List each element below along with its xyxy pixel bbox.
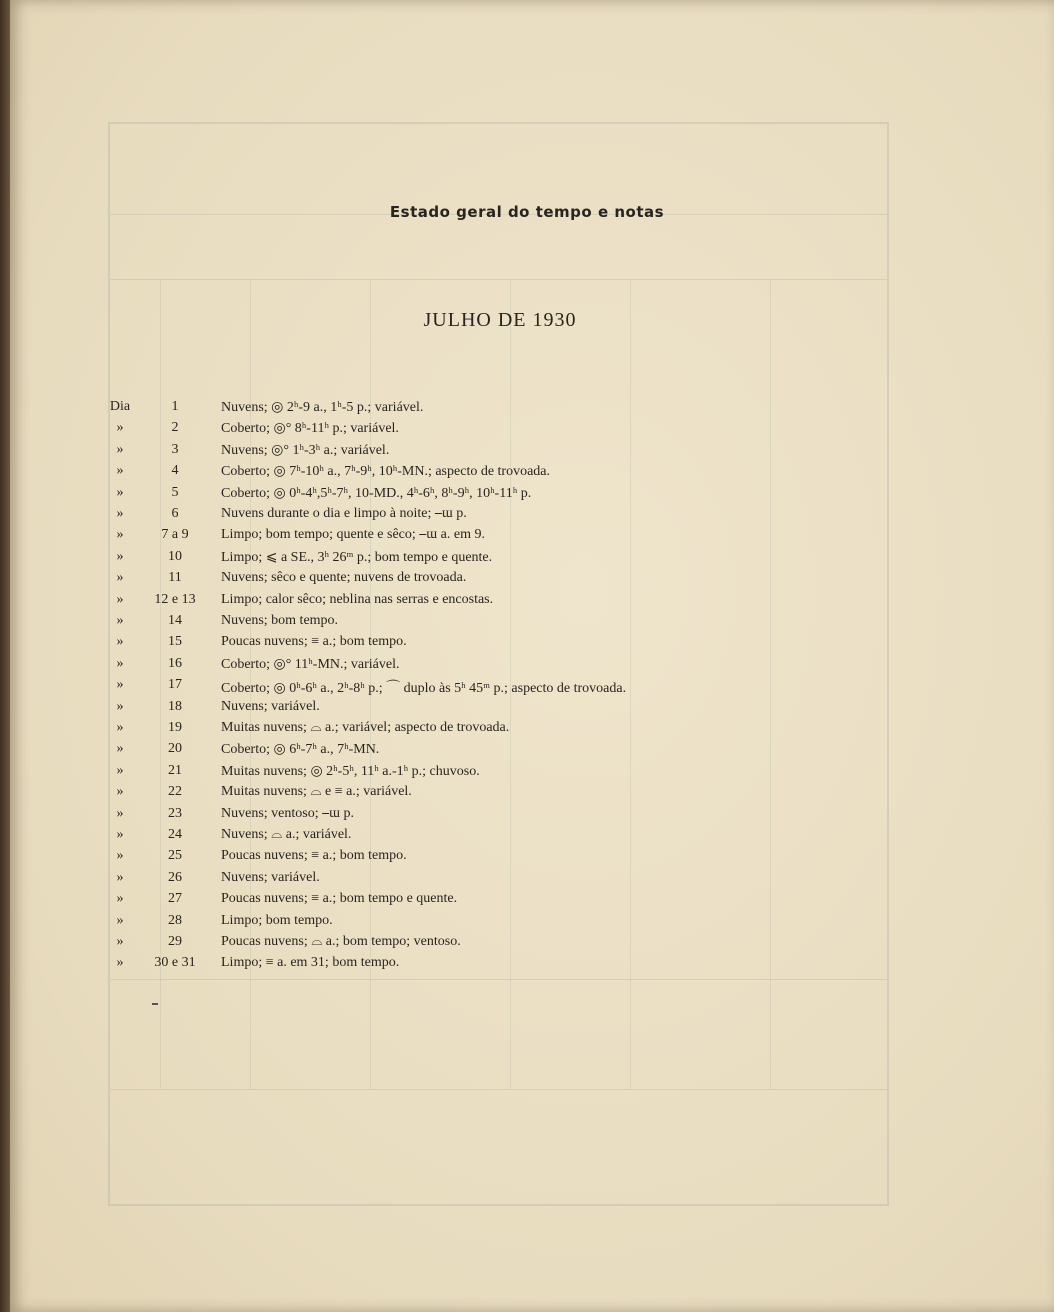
entry-day: 23 — [168, 805, 182, 821]
entry-day: 24 — [168, 827, 182, 842]
entry-note: Nuvens; variável. — [221, 698, 320, 714]
entry-day: 19 — [168, 720, 182, 735]
list-item — [0, 399, 1054, 420]
entry-ditto-mark: » — [116, 655, 124, 671]
entry-ditto-mark: » — [116, 741, 124, 757]
entry-day: 17 — [168, 677, 182, 693]
entry-ditto-mark: » — [116, 420, 124, 436]
entry-ditto-mark: » — [116, 762, 124, 778]
entry-day: 1 — [171, 399, 179, 414]
entry-ditto-mark: » — [116, 527, 124, 543]
entry-ditto-mark: » — [116, 784, 124, 800]
entry-note: Nuvens; ◎ 2ʰ-9 a., 1ʰ-5 p.; variável. — [221, 400, 424, 415]
entry-ditto-mark: » — [116, 634, 124, 650]
list-item — [0, 763, 1054, 784]
entry-ditto-mark: » — [116, 934, 124, 949]
entry-day: 25 — [168, 848, 182, 864]
list-item — [0, 806, 1054, 827]
entry-note: Coberto; ◎ 6ʰ-7ʰ a., 7ʰ-MN. — [221, 742, 380, 758]
list-item — [0, 527, 1054, 548]
entry-ditto-mark: » — [116, 613, 124, 628]
entry-ditto-mark: » — [116, 848, 124, 864]
entry-note: Muitas nuvens; ⌓ e ≡ a.; variável. — [221, 784, 412, 800]
entry-ditto-mark: » — [116, 698, 124, 714]
entry-ditto-mark: » — [116, 570, 124, 586]
entry-ditto-mark: » — [116, 548, 124, 564]
entry-ditto-mark: » — [116, 912, 124, 928]
entry-note: Nuvens; ventoso; ⎯ɯ p. — [221, 805, 354, 821]
entry-ditto-mark: » — [116, 720, 124, 735]
list-item — [0, 656, 1054, 677]
list-item — [0, 634, 1054, 655]
list-item — [0, 463, 1054, 484]
entry-note: Nuvens; ◎° 1ʰ-3ʰ a.; variável. — [221, 442, 390, 458]
entry-ditto-mark: » — [116, 591, 124, 607]
entry-day: 14 — [168, 613, 182, 628]
entry-day: 5 — [171, 484, 179, 500]
list-item — [0, 720, 1054, 741]
entry-ditto-mark: » — [116, 869, 124, 885]
list-item — [0, 741, 1054, 762]
entry-note: Poucas nuvens; ≡ a.; bom tempo e quente. — [221, 891, 458, 907]
entry-day: 28 — [168, 912, 182, 928]
stray-mark — [152, 1003, 158, 1005]
entry-day: 22 — [168, 784, 182, 800]
entry-note: Coberto; ◎ 0ʰ-4ʰ,5ʰ-7ʰ, 10-MD., 4ʰ-6ʰ, 8ʰ-9ʰ, 10ʰ-11ʰ p. — [221, 485, 532, 501]
entry-note: Poucas nuvens; ⌓ a.; bom tempo; ventoso. — [221, 934, 461, 949]
list-item — [0, 677, 1054, 698]
entry-day: 12 e 13 — [154, 591, 196, 607]
list-item — [0, 699, 1054, 720]
entry-day: 2 — [171, 420, 179, 436]
entry-note: Nuvens; ⌓ a.; variável. — [221, 827, 352, 842]
entry-day: 27 — [168, 891, 182, 907]
entry-note: Poucas nuvens; ≡ a.; bom tempo. — [221, 634, 407, 650]
entry-note: Limpo; bom tempo; quente e sêco; ⎯ɯ a. em 9. — [221, 527, 485, 543]
list-item — [0, 592, 1054, 613]
entry-note: Coberto; ◎ 0ʰ-6ʰ a., 2ʰ-8ʰ p.; ⌒ duplo às 5ʰ 45ᵐ p.; aspecto de trovoada. — [221, 681, 627, 697]
entry-day: 7 a 9 — [161, 527, 189, 543]
entry-note: Limpo; ⩽ a SE., 3ʰ 26ᵐ p.; bom tempo e quente. — [221, 549, 493, 565]
entry-day: 29 — [168, 934, 182, 949]
entry-ditto-mark: » — [116, 441, 124, 457]
list-item — [0, 934, 1054, 955]
entry-day: 11 — [168, 570, 182, 586]
list-item — [0, 549, 1054, 570]
list-item — [0, 506, 1054, 527]
list-item — [0, 613, 1054, 634]
list-item — [0, 420, 1054, 441]
entry-ditto-mark: » — [116, 891, 124, 907]
entry-day: 15 — [168, 634, 182, 650]
entry-note: Poucas nuvens; ≡ a.; bom tempo. — [221, 848, 407, 864]
entry-note: Nuvens durante o dia e limpo à noite; ⎯ɯ p. — [221, 506, 467, 521]
list-item — [0, 870, 1054, 891]
entry-ditto-mark: » — [116, 955, 124, 971]
entry-day: 20 — [168, 741, 182, 757]
entry-ditto-mark: Dia — [109, 399, 131, 414]
entry-note: Coberto; ◎° 8ʰ-11ʰ p.; variável. — [221, 421, 399, 437]
entry-note: Limpo; calor sêco; neblina nas serras e encostas. — [221, 591, 494, 607]
list-item — [0, 913, 1054, 934]
list-item — [0, 848, 1054, 869]
entry-day: 26 — [168, 869, 182, 885]
entry-ditto-mark: » — [116, 463, 124, 479]
entry-ditto-mark: » — [116, 827, 124, 842]
entry-note: Nuvens; bom tempo. — [221, 613, 339, 628]
entry-day: 21 — [168, 762, 182, 778]
entry-day: 4 — [171, 463, 179, 479]
entry-note: Nuvens; variável. — [221, 869, 320, 885]
entry-day: 30 e 31 — [154, 955, 196, 971]
entry-note: Muitas nuvens; ⌓ a.; variável; aspecto de trovoada. — [221, 720, 510, 735]
entry-ditto-mark: » — [116, 484, 124, 500]
list-item — [0, 827, 1054, 848]
list-item — [0, 442, 1054, 463]
entry-note: Muitas nuvens; ◎ 2ʰ-5ʰ, 11ʰ a.-1ʰ p.; chuvoso. — [221, 763, 480, 779]
month-title: JULHO DE 1930 — [423, 309, 577, 331]
list-item — [0, 784, 1054, 805]
entry-note: Nuvens; sêco e quente; nuvens de trovoada. — [221, 570, 467, 586]
list-item — [0, 955, 1054, 976]
section-heading: Estado geral do tempo e notas — [389, 203, 665, 221]
entry-day: 10 — [168, 548, 182, 564]
entry-day: 6 — [171, 506, 179, 521]
entry-ditto-mark: » — [116, 506, 124, 521]
entry-day: 3 — [171, 441, 179, 457]
entry-day: 18 — [168, 698, 182, 714]
entry-note: Coberto; ◎° 11ʰ-MN.; variável. — [221, 656, 400, 672]
entry-ditto-mark: » — [116, 677, 124, 693]
entry-ditto-mark: » — [116, 805, 124, 821]
list-item — [0, 570, 1054, 591]
entry-note: Limpo; ≡ a. em 31; bom tempo. — [221, 955, 400, 971]
entry-note: Limpo; bom tempo. — [221, 912, 333, 928]
entry-day: 16 — [168, 655, 182, 671]
list-item — [0, 485, 1054, 506]
list-item — [0, 891, 1054, 912]
entry-note: Coberto; ◎ 7ʰ-10ʰ a., 7ʰ-9ʰ, 10ʰ-MN.; aspecto de trovoada. — [221, 464, 551, 480]
